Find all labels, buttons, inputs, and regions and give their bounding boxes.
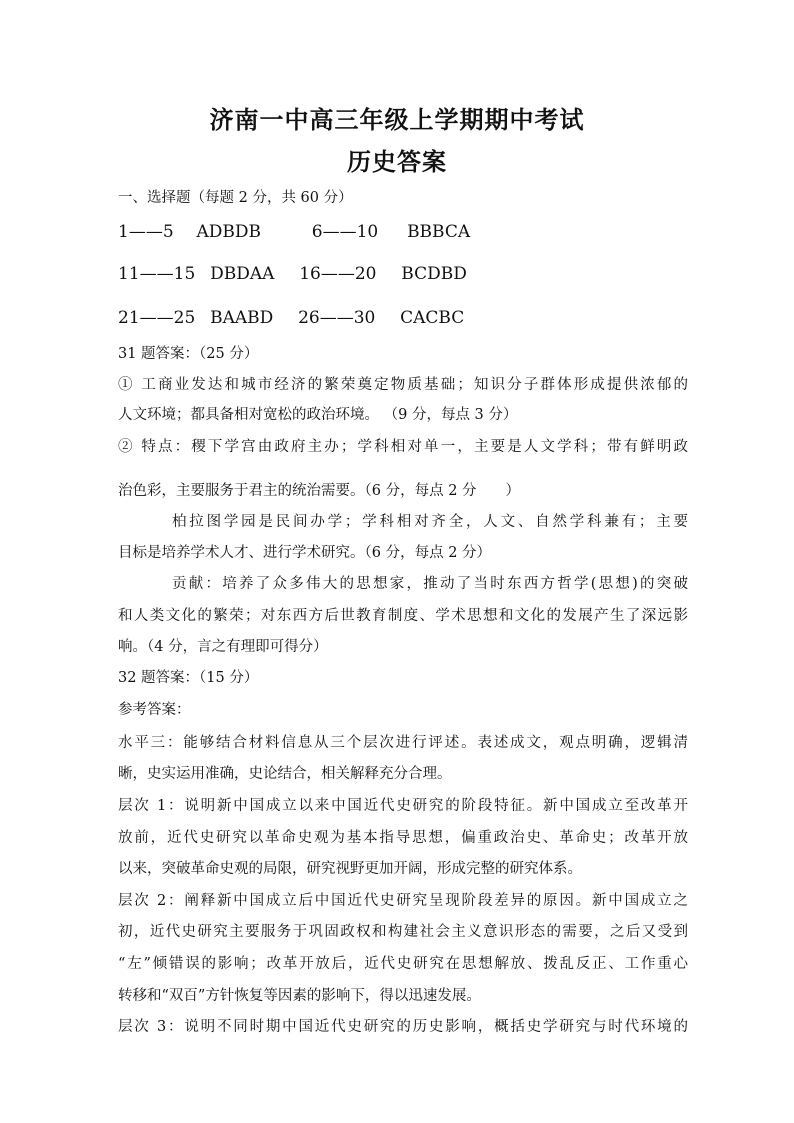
q31-text-line: ① 工商业发达和城市经济的繁荣奠定物质基础；知识分子群体形成提供浓郁的 [118,377,688,393]
answer-range: 16——20 [299,264,377,284]
q31-text-line: 人文环境；都具备相对宽松的政治环境。 （9 分，每点 3 分） [118,407,518,423]
answer-row-3 [118,307,464,329]
q32-reference-label: 参考答案： [118,702,191,718]
q32-text-line: 以来，突破革命史观的局限，研究视野更加开阔，形成完整的研究体系。 [118,861,582,877]
q31-text-line: 目标是培养学术人才、进行学术研究。（6 分，每点 2 分） [118,545,492,561]
q32-heading: 32 题答案：（15 分） [118,670,259,686]
answer-range: 26——30 [298,308,376,328]
q31-text-line: 治色彩，主要服务于君主的统治需要。（6 分，每点 2 分 ） [118,483,521,499]
answer-letters: BBBCA [407,222,471,242]
q31-text-line: 和人类文化的繁荣；对东西方后世教育制度、学术思想和文化的发展产生了深远影 [118,608,688,624]
page-subtitle: 历史答案 [347,147,447,176]
answer-letters: BAABD [210,308,274,328]
q32-text-line: “左”倾错误的影响；改革开放后，近代史研究在思想解放、拨乱反正、工作重心 [118,956,688,972]
answer-range: 21——25 [118,308,196,328]
answer-range: 1——5 [118,222,174,242]
answer-row-2 [118,263,467,285]
q31-text-line: 贡献：培养了众多伟大的思想家，推动了当时东西方哲学(思想)的突破 [172,576,688,592]
answer-range: 11——15 [118,264,196,284]
q32-text-line: 层次 2：阐释新中国成立后中国近代史研究呈现阶段差异的原因。新中国成立之 [118,893,688,909]
q31-text-line: 响。（4 分，言之有理即可得分） [118,639,328,655]
answer-letters: DBDAA [210,264,275,284]
q32-text-line: 晰，史实运用准确，史论结合，相关解释充分合理。 [118,766,452,782]
q32-text-line: 放前，近代史研究以革命史观为基本指导思想，偏重政治史、革命史；改革开放 [118,830,688,846]
answer-range: 6——10 [311,222,379,242]
q31-text-line: ② 特点：稷下学宫由政府主办；学科相对单一，主要是人文学科；带有鲜明政 [118,439,688,455]
q32-text-line: 层次 3：说明不同时期中国近代史研究的历史影响，概括史学研究与时代环境的 [118,1019,688,1035]
answer-row-1 [118,221,470,243]
section1-heading: 一、选择题（每题 2 分，共 60 分） [118,190,353,206]
answer-letters: CACBC [400,308,465,328]
q32-text-line: 转移和“双百”方针恢复等因素的影响下，得以迅速发展。 [118,988,481,1004]
q31-text-line: 柏拉图学园是民间办学；学科相对齐全，人文、自然学科兼有；主要 [172,514,688,530]
q32-text-line: 初，近代史研究主要服务于巩固政权和构建社会主义意识形态的需要，之后又受到 [118,924,688,940]
q32-text-line: 水平三：能够结合材料信息从三个层次进行评述。表述成文，观点明确，逻辑清 [118,735,688,751]
page-title: 济南一中高三年级上学期期中考试 [209,105,585,134]
q31-heading: 31 题答案：（25 分） [118,346,259,362]
answer-letters: BCDBD [401,264,467,284]
q32-text-line: 层次 1：说明新中国成立以来中国近代史研究的阶段特征。新中国成立至改革开 [118,798,688,814]
answer-letters: ADBDB [196,222,261,242]
